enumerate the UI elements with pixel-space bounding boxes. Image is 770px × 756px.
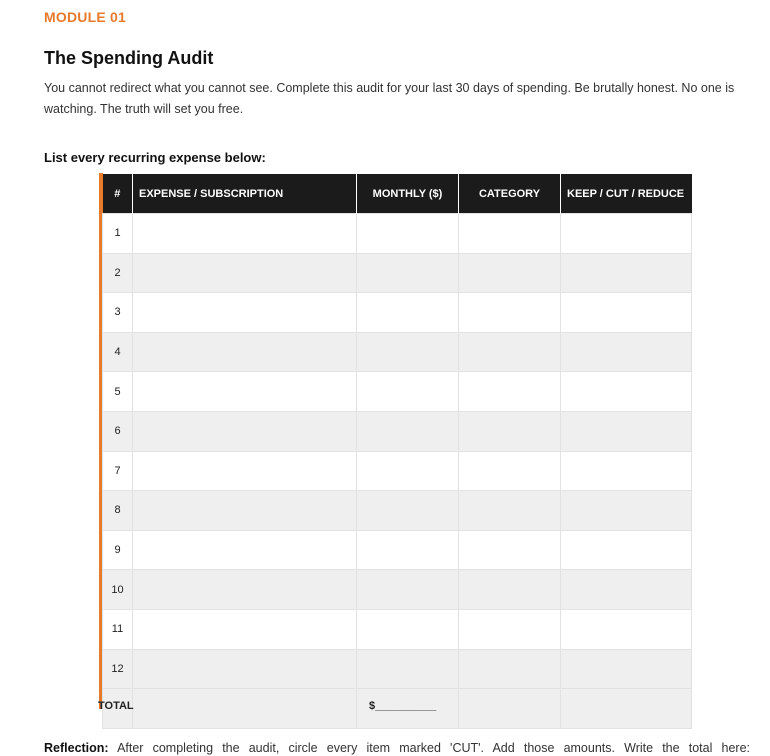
total-label: TOTAL (98, 700, 134, 712)
monthly-cell[interactable] (357, 253, 459, 293)
row-number: 8 (103, 491, 133, 531)
monthly-cell[interactable] (357, 609, 459, 649)
table-row (103, 530, 692, 570)
category-cell[interactable] (459, 570, 561, 610)
monthly-cell[interactable] (357, 649, 459, 689)
row-number: 9 (103, 530, 133, 570)
decision-cell[interactable] (561, 491, 692, 531)
table-header-row (103, 174, 692, 214)
monthly-cell[interactable] (357, 293, 459, 333)
table-row (103, 293, 692, 333)
expense-cell[interactable] (133, 649, 357, 689)
expense-cell[interactable] (133, 411, 357, 451)
table-row (103, 372, 692, 412)
monthly-cell[interactable] (357, 491, 459, 531)
table-row (103, 570, 692, 610)
monthly-cell[interactable] (357, 372, 459, 412)
expense-cell[interactable] (133, 253, 357, 293)
module-label: MODULE 01 (44, 9, 126, 25)
decision-cell[interactable] (561, 649, 692, 689)
expense-cell[interactable] (133, 609, 357, 649)
header-expense: EXPENSE / SUBSCRIPTION (133, 174, 357, 214)
table-row (103, 411, 692, 451)
decision-cell[interactable] (561, 530, 692, 570)
category-cell[interactable] (459, 411, 561, 451)
expense-cell[interactable] (133, 214, 357, 254)
category-cell[interactable] (459, 214, 561, 254)
page-title: The Spending Audit (44, 48, 214, 68)
category-cell[interactable] (459, 372, 561, 412)
decision-cell[interactable] (561, 609, 692, 649)
total-category-cell (459, 689, 561, 729)
row-number: 3 (103, 293, 133, 333)
table-row (103, 332, 692, 372)
row-number: 5 (103, 372, 133, 412)
monthly-cell[interactable] (357, 332, 459, 372)
row-number: 2 (103, 253, 133, 293)
expense-cell[interactable] (133, 530, 357, 570)
category-cell[interactable] (459, 451, 561, 491)
expense-cell[interactable] (133, 570, 357, 610)
header-category: CATEGORY (459, 174, 561, 214)
decision-cell[interactable] (561, 332, 692, 372)
decision-cell[interactable] (561, 570, 692, 610)
decision-cell[interactable] (561, 253, 692, 293)
decision-cell[interactable] (561, 372, 692, 412)
table-row (103, 451, 692, 491)
expense-cell[interactable] (133, 372, 357, 412)
monthly-cell[interactable] (357, 570, 459, 610)
monthly-cell[interactable] (357, 530, 459, 570)
category-cell[interactable] (459, 332, 561, 372)
reflection-paragraph (44, 740, 750, 756)
decision-cell[interactable] (561, 214, 692, 254)
monthly-cell[interactable] (357, 214, 459, 254)
table-row (103, 609, 692, 649)
table-row (103, 214, 692, 254)
row-number: 6 (103, 411, 133, 451)
reflection-text: After completing the audit, circle every item marked 'CUT'. Add those amounts. Write the total here: (117, 741, 750, 755)
expense-cell[interactable] (133, 451, 357, 491)
expense-cell[interactable] (133, 491, 357, 531)
expense-cell[interactable] (133, 332, 357, 372)
category-cell[interactable] (459, 609, 561, 649)
intro-paragraph: You cannot redirect what you cannot see. Complete this audit for your last 30 days of spending. Be brutally honest. No one is watching. The truth will set you free. (44, 81, 735, 116)
category-cell[interactable] (459, 649, 561, 689)
decision-cell[interactable] (561, 293, 692, 333)
row-number: 7 (103, 451, 133, 491)
monthly-cell[interactable] (357, 451, 459, 491)
category-cell[interactable] (459, 491, 561, 531)
row-number: 11 (103, 609, 133, 649)
category-cell[interactable] (459, 293, 561, 333)
row-number: 4 (103, 332, 133, 372)
header-monthly: MONTHLY ($) (357, 174, 459, 214)
decision-cell[interactable] (561, 411, 692, 451)
header-keep-cut-reduce: KEEP / CUT / REDUCE (561, 174, 692, 214)
table-row (103, 649, 692, 689)
category-cell[interactable] (459, 253, 561, 293)
row-number: 12 (103, 649, 133, 689)
list-heading: List every recurring expense below: (44, 150, 266, 165)
row-number: 10 (103, 570, 133, 610)
decision-cell[interactable] (561, 451, 692, 491)
total-decision-cell (561, 689, 692, 729)
header-number: # (103, 174, 133, 214)
category-cell[interactable] (459, 530, 561, 570)
table-row (103, 253, 692, 293)
total-spacer-cell (133, 689, 357, 729)
reflection-label: Reflection: (44, 741, 109, 755)
spending-audit-table (102, 174, 692, 729)
row-number: 1 (103, 214, 133, 254)
total-value: $__________ (369, 700, 437, 712)
monthly-cell[interactable] (357, 411, 459, 451)
table-row (103, 491, 692, 531)
expense-cell[interactable] (133, 293, 357, 333)
